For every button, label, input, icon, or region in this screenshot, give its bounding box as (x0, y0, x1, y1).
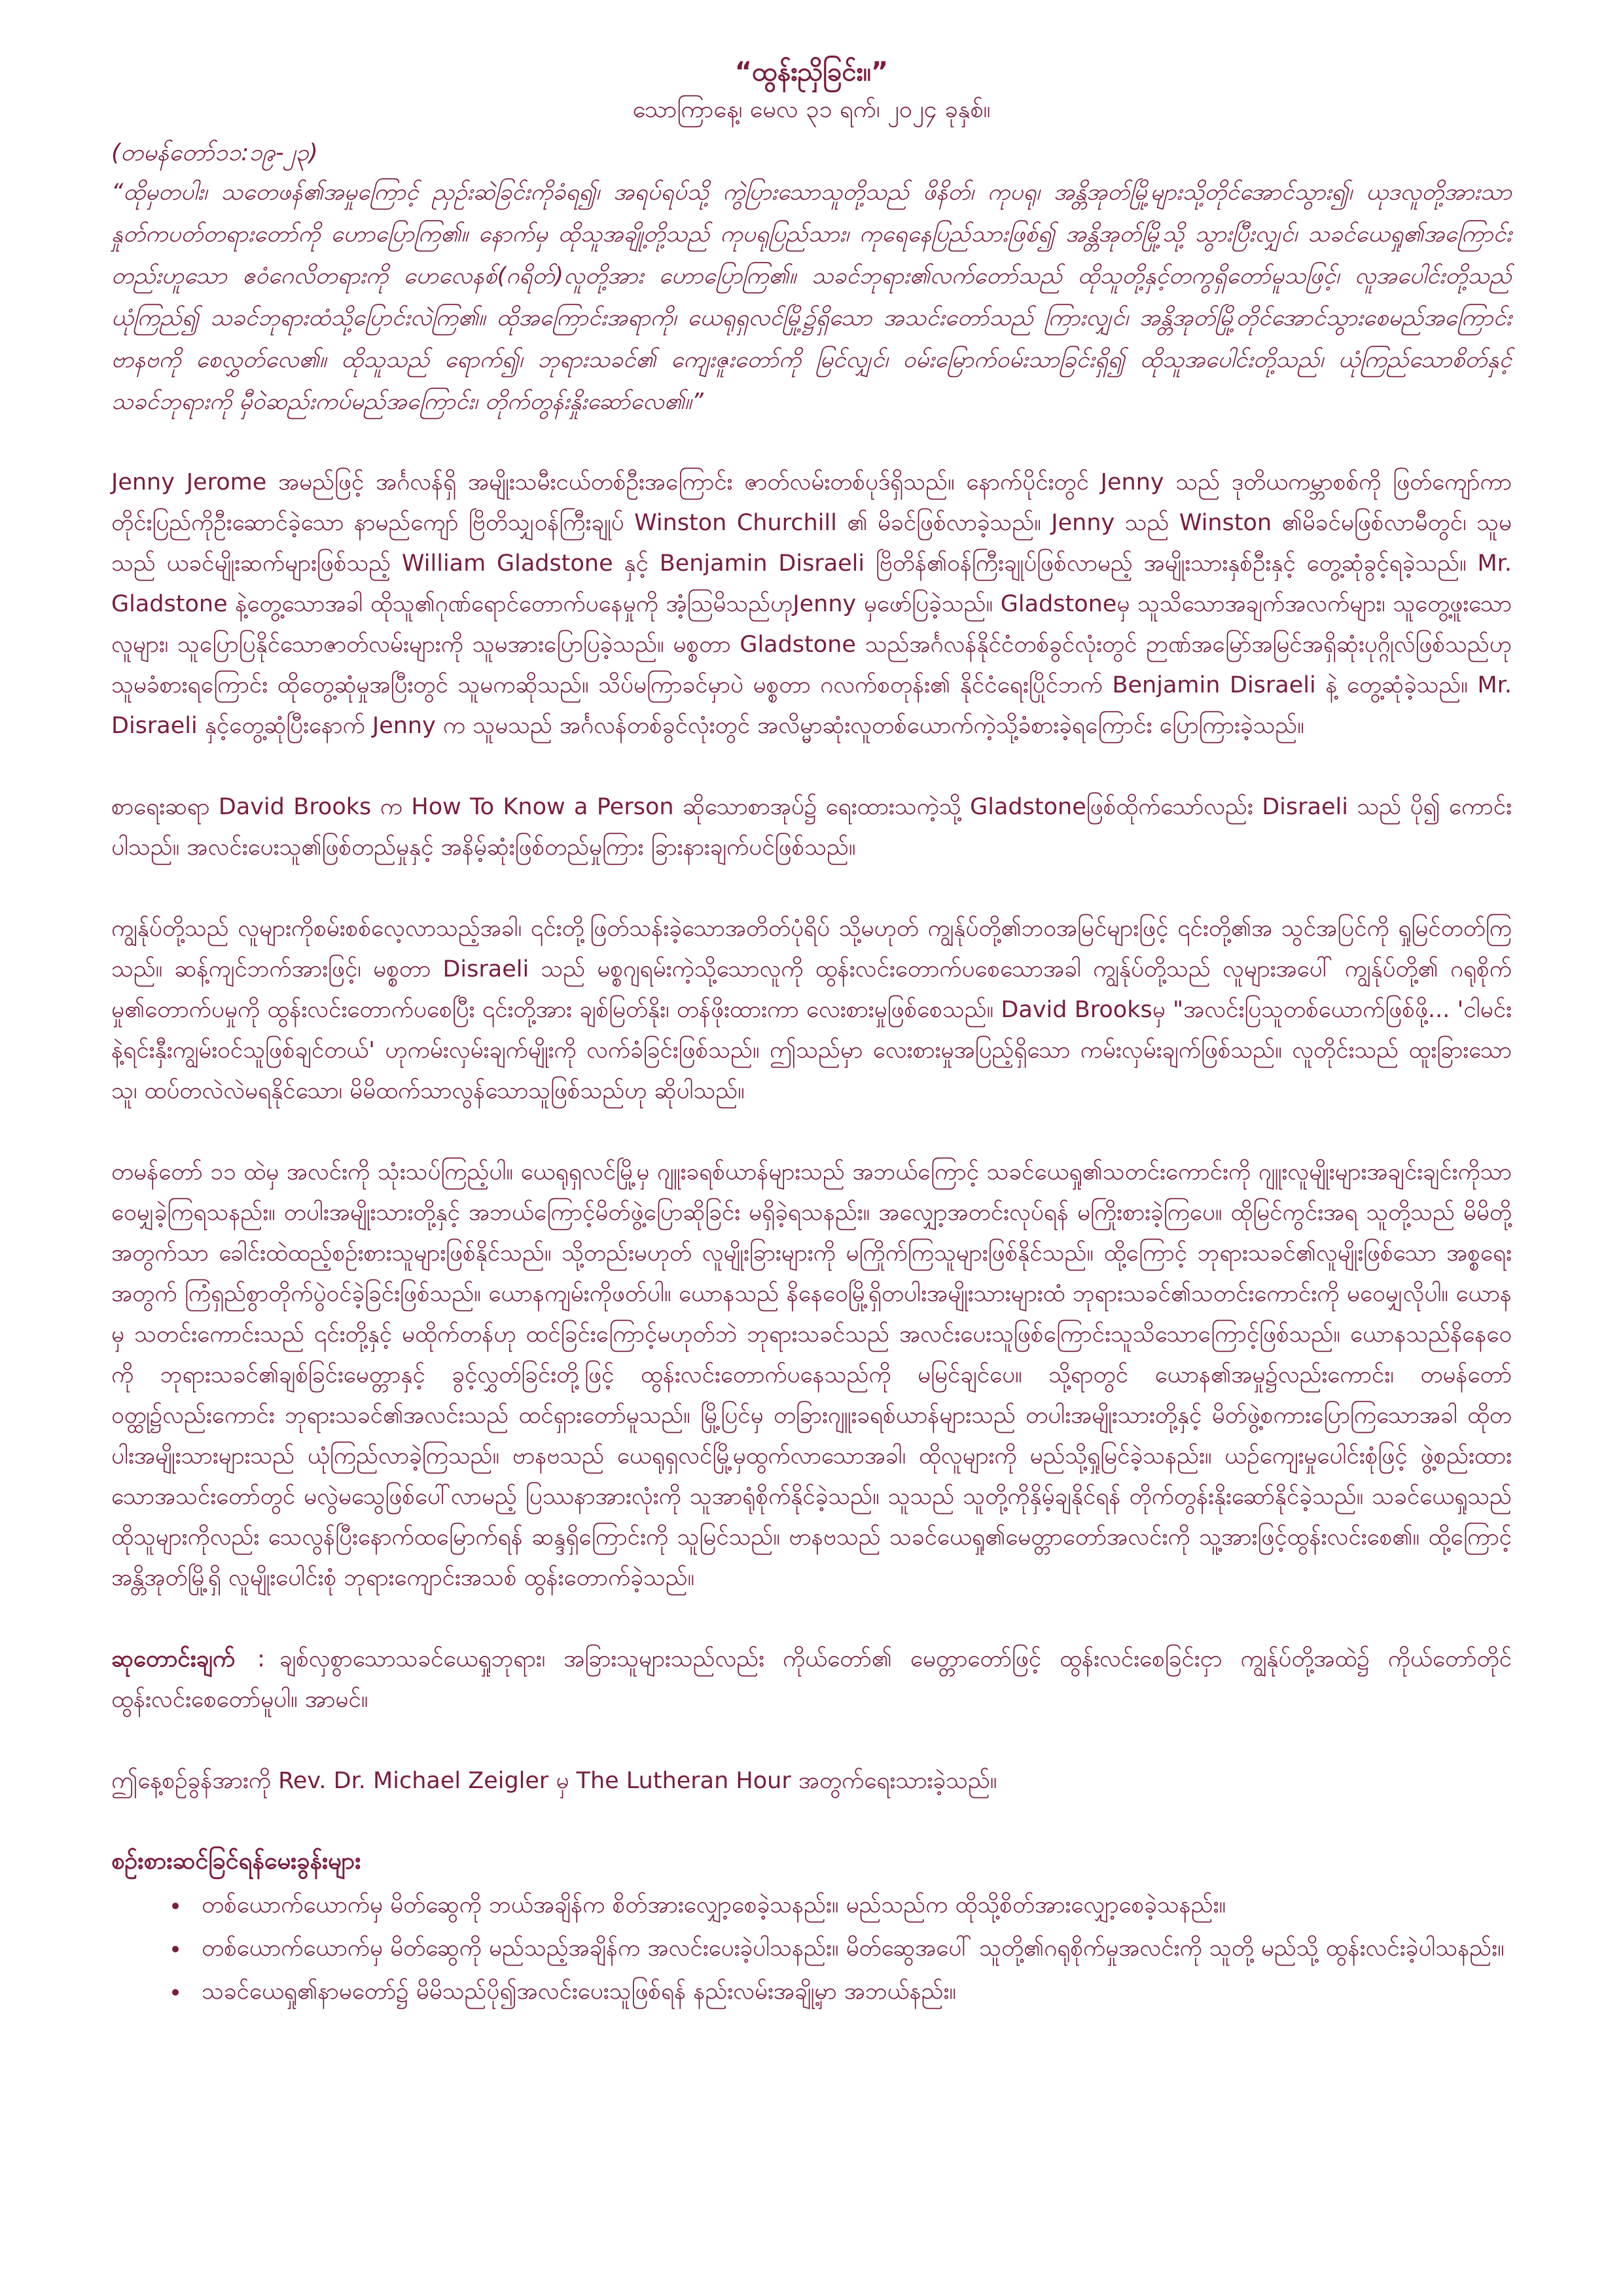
prayer-separator: : (257, 1646, 265, 1672)
reflection-question: • တစ်ယောက်ယောက်မှ မိတ်ဆွေကို ဘယ်အချိန်က စိတ်အားလျှော့စေခဲ့သနည်း။ မည်သည်က ထိုသို့စိတ်အားလျှော့စေခဲ့သနည်း။ (190, 1885, 1512, 1926)
body-paragraph: Jenny Jerome အမည်ဖြင့် အင်္ဂလန်ရှိ အမျိုးသမီးငယ်တစ်ဦးအကြောင်း ဇာတ်လမ်းတစ်ပုဒ်ရှိသည်။ နောက်ပိုင်းတွင် Jenny သည် ဒုတိယကမ္ဘာစစ်ကို ဖြတ်ကျော်ကာ တိုင်းပြည်ကိုဦးဆောင်ခဲ့သော နာမည်ကျော် ဗြိတိသျှဝန်ကြီးချုပ် Winston Churchill ၏ မိခင်ဖြစ်လာခဲ့သည်။ Jenny သည် Winston ၏မိခင်မဖြစ်လာမီတွင်၊ သူမသည် ယခင်မျိုးဆက်များဖြစ်သည့် William Gladstone နှင့် Benjamin Disraeli ဗြိတိန်၏ဝန်ကြီးချုပ်ဖြစ်လာမည့် အမျိုးသားနှစ်ဦးနှင့် တွေ့ဆုံခွင့်ရခဲ့သည်။ Mr. Gladstone နဲ့တွေ့သောအခါ ထိုသူ၏ဂုဏ်ရောင်တောက်ပနေမှုကို အံ့သြမိသည်ဟုJenny မှဖော်ပြခဲ့သည်။ Gladstoneမှ သူသိသောအချက်အလက်များ၊ သူတွေ့ဖူးသောလူများ၊ သူပြောပြနိုင်သောဇာတ်လမ်းများကို သူမအားပြောပြခဲ့သည်။ မစ္စတာ Gladstone သည်အင်္ဂလန်နိုင်ငံတစ်ခွင်လုံးတွင် ဉာဏ်အမြော်အမြင်အရှိဆုံးပုဂ္ဂိုလ်ဖြစ်သည်ဟုသူမခံစားရကြောင်း ထိုတွေ့ဆုံမှုအပြီးတွင် သူမကဆိုသည်။ သိပ်မကြာခင်မှာပဲ မစ္စတာ ဂလက်စတုန်း၏ နိုင်ငံရေးပြိုင်ဘက် Benjamin Disraeli နဲ့ တွေ့ဆုံခဲ့သည်။ Mr. Disraeli နှင့်တွေ့ဆုံပြီးနောက် Jenny က သူမသည် အင်္ဂလန်တစ်ခွင်လုံးတွင် အလိမ္မာဆုံးလူတစ်ယောက်ကဲ့သို့ခံစားခဲ့ရကြောင်း ပြောကြားခဲ့သည်။ (111, 469, 1512, 739)
reflection-title: စဉ်းစားဆင်ခြင်ရန်မေးခွန်းများ (111, 1848, 361, 1874)
date-line: သောကြာနေ့၊ မေလ ၃၁ ရက်၊ ၂၀၂၄ ခုနှစ်။ (632, 96, 991, 123)
page-title: “ထွန်းညှိခြင်း။” (734, 57, 889, 87)
reflection-question: • တစ်ယောက်ယောက်မှ မိတ်ဆွေကို မည်သည့်အချိန်က အလင်းပေးခဲ့ပါသနည်း။ မိတ်ဆွေအပေါ် သူတို့၏ဂရုစိုက်မှုအလင်းကို သူတို့ မည်သို့ ထွန်းလင်းခဲ့ပါသနည်း။ (190, 1928, 1512, 1969)
reflection-question: • သခင်ယေရှု၏နာမတော်၌ မိမိသည်ပို၍အလင်းပေးသူဖြစ်ရန် နည်းလမ်းအချို့မှာ အဘယ်နည်း။ (190, 1971, 1512, 2012)
body-paragraph: စာရေးဆရာ David Brooks က How To Know a Person ဆိုသောစာအုပ်၌ ရေးထားသကဲ့သို့ Gladstoneဖြစ်ထိုက်သော်လည်း Disraeli သည် ပို၍ ကောင်းပါသည်။ အလင်းပေးသူ၏ဖြစ်တည်မှုနှင့် အနိမ့်ဆုံးဖြစ်တည်မှုကြား ခြားနားချက်ပင်ဖြစ်သည်။ (111, 794, 1512, 861)
prayer-label: ဆုတောင်းချက် (111, 1646, 236, 1672)
prayer-paragraph (111, 1639, 1512, 1720)
prayer-text: ချစ်လှစွာသောသခင်ယေရှုဘုရား၊ အခြားသူများသည်လည်း ကိုယ်တော်၏ မေတ္တာတော်ဖြင့် ထွန်းလင်းစေခြင်းငှာ ကျွန်ုပ်တို့အထဲ၌ ကိုယ်တော်တိုင်ထွန်းလင်းစေတော်မူပါ။ အာမင်။ (111, 1646, 1512, 1713)
scripture-reference: (တမန်တော်၁၁:၁၉-၂၃) (111, 139, 318, 166)
body-paragraph: ကျွန်ုပ်တို့သည် လူများကိုစမ်းစစ်လေ့လာသည့်အခါ၊ ၎င်းတို့ဖြတ်သန်းခဲ့သောအတိတ်ပုံရိပ် သို့မဟုတ် ကျွန်ုပ်တို့၏ဘဝအမြင်များဖြင့် ၎င်းတို့၏အ သွင်အပြင်ကို ရှုမြင်တတ်ကြသည်။ ဆန့်ကျင်ဘက်အားဖြင့်၊ မစ္စတာ Disraeli သည် မစ္စဂျရမ်းကဲ့သို့သောလူကို ထွန်းလင်းတောက်ပစေသောအခါ ကျွန်ုပ်တို့သည် လူများအပေါ် ကျွန်ုပ်တို့၏ ဂရုစိုက်မှု၏တောက်ပမှုကို ထွန်းလင်းတောက်ပစေပြီး ၎င်းတို့အား ချစ်မြတ်နိုး၊ တန်ဖိုးထားကာ လေးစားမှုဖြစ်စေသည်။ David Brooksမှ "အလင်းပြသူတစ်ယောက်ဖြစ်ဖို့... 'ငါမင်းနဲ့ရင်းနှီးကျွမ်းဝင်သူဖြစ်ချင်တယ်' ဟုကမ်းလှမ်းချက်မျိုးကို လက်ခံခြင်းဖြစ်သည်။ ဤသည်မှာ လေးစားမှုအပြည့်ရှိသော ကမ်းလှမ်းချက်ဖြစ်သည်။ လူတိုင်းသည် ထူးခြားသောသူ၊ ထပ်တလဲလဲမရနိုင်သော၊ မိမိထက်သာလွန်သောသူဖြစ်သည်ဟု ဆိုပါသည်။ (111, 916, 1512, 1104)
scripture-quote: “ထိုမှတပါး၊ သတေဖန်၏အမှုကြောင့် ညှဉ်းဆဲခြင်းကိုခံရ၍၊ အရပ်ရပ်သို့ ကွဲပြားသောသူတို့သည် ဖိနိတ်၊ ကုပရု၊ အန္တိအုတ်မြို့များသို့တိုင်အောင်သွား၍၊ ယုဒလူတို့အားသာ နှုတ်ကပတ်တရားတော်ကို ဟောပြောကြ၏။ နောက်မှ ထိုသူအချို့တို့သည် ကုပရုပြည်သား၊ ကုရေနေပြည်သားဖြစ်၍ အန္တိအုတ်မြို့သို့ သွားပြီးလျှင်၊ သခင်ယေရှု၏အကြောင်းတည်းဟူသော ဧဝံဂေလိတရားကို ဟေလေနစ်(ဂရိတ်)လူတို့အား ဟောပြောကြ၏။ သခင်ဘုရား၏လက်တော်သည် ထိုသူတို့နှင့်တကွရှိတော်မူသဖြင့်၊ လူအပေါင်းတို့သည်ယုံကြည်၍ သခင်ဘုရားထံသို့ပြောင်းလဲကြ၏။ ထိုအကြောင်းအရာကို၊ ယေရုရှလင်မြို့၌ရှိသော အသင်းတော်သည် ကြားလျှင်၊ အန္တိအုတ်မြို့တိုင်အောင်သွားစေမည်အကြောင်း ဗာနဗကို စေလွှတ်လေ၏။ ထိုသူသည် ရောက်၍၊ ဘုရားသခင်၏ ကျေးဇူးတော်ကို မြင်လျှင်၊ ဝမ်းမြောက်ဝမ်းသာခြင်းရှိ၍ ထိုသူအပေါင်းတို့သည်၊ ယုံကြည်သောစိတ်နှင့် သခင်ဘုရားကို မှီဝဲဆည်းကပ်မည်အကြောင်း၊ တိုက်တွန်းနှိုးဆော်လေ၏။” (111, 179, 1512, 415)
body-paragraph: တမန်တော် ၁၁ ထဲမှ အလင်းကို သုံးသပ်ကြည့်ပါ။ ယေရုရှလင်မြို့မှ ဂျူးခရစ်ယာန်များသည် အဘယ်ကြောင့် သခင်ယေရှု၏သတင်းကောင်းကို ဂျူးလူမျိုးများအချင်းချင်းကိုသာ ဝေမျှခဲ့ကြရသနည်း။ တပါးအမျိုးသားတို့နှင့် အဘယ်ကြောင့်မိတ်ဖွဲ့ပြောဆိုခြင်း မရှိခဲ့ရသနည်း။ အလျှော့အတင်းလုပ်ရန် မကြိုးစားခဲ့ကြပေ။ ထိုမြင်ကွင်းအရ သူတို့သည် မိမိတို့အတွက်သာ ခေါင်းထဲထည့်စဉ်းစားသူများဖြစ်နိုင်သည်။ သို့တည်းမဟုတ် လူမျိုးခြားများကို မကြိုက်ကြသူများဖြစ်နိုင်သည်။ ထို့ကြောင့် ဘုရားသခင်၏လူမျိုးဖြစ်သော အစ္စရေးအတွက် ကြံရှည်စွာတိုက်ပွဲဝင်ခဲ့ခြင်းဖြစ်သည်။ ယောနကျမ်းကိုဖတ်ပါ။ ယောနသည် နိနေဝေမြို့ရှိတပါးအမျိုးသားများထံ ဘုရားသခင်၏သတင်းကောင်းကို မဝေမျှလိုပါ။ ယောနမှ သတင်းကောင်းသည် ၎င်းတို့နှင့် မထိုက်တန်ဟု ထင်ခြင်းကြောင့်မဟုတ်ဘဲ ဘုရားသခင်သည် အလင်းပေးသူဖြစ်ကြောင်းသူသိသောကြောင့်ဖြစ်သည်။ ယောနသည်နိနေဝေကို ဘုရားသခင်၏ချစ်ခြင်းမေတ္တာနှင့် ခွင့်လွှတ်ခြင်းတို့ဖြင့် ထွန်းလင်းတောက်ပနေသည်ကို မမြင်ချင်ပေ။ သို့ရာတွင် ယောန၏အမှု၌လည်းကောင်း၊ တမန်တော်ဝတ္ထု၌လည်းကောင်း ဘုရားသခင်၏အလင်းသည် ထင်ရှားတော်မူသည်။ မြို့ပြင်မှ တခြားဂျူးခရစ်ယာန်များသည် တပါးအမျိုးသားတို့နှင့် မိတ်ဖွဲ့စကားပြောကြသောအခါ ထိုတပါးအမျိုးသားများသည် ယုံကြည်လာခဲ့ကြသည်။ ဗာနဗသည် ယေရုရှလင်မြို့မှထွက်လာသောအခါ၊ ထိုလူများကို မည်သို့ရှုမြင်ခဲ့သနည်း။ ယဉ်ကျေးမှုပေါင်းစုံဖြင့် ဖွဲ့စည်းထားသောအသင်းတော်တွင် မလွဲမသွေဖြစ်ပေါ်လာမည့် ပြဿနာအားလုံးကို သူအာရုံစိုက်နိုင်ခဲ့သည်။ သူသည် သူတို့ကိုနှိမ့်ချနိုင်ရန် တိုက်တွန်းနိုးဆော်နိုင်ခဲ့သည်။ သခင်ယေရှုသည် ထိုသူများကိုလည်း သေလွန်ပြီးနောက်ထမြောက်ရန် ဆန္ဒရှိကြောင်းကို သူမြင်သည်။ ဗာနဗသည် သခင်ယေရှု၏မေတ္တာတော်အလင်းကို သူ့အားဖြင့်ထွန်းလင်းစေ၏။ ထို့ကြောင့်အန္တိအုတ်မြို့ရှိ လူမျိုးပေါင်းစုံ ဘုရားကျောင်းအသစ် ထွန်းတောက်ခဲ့သည်။ (111, 1159, 1512, 1591)
reflection-question-list (111, 1885, 1512, 2012)
author-credit: ဤနေ့စဉ်ခွန်အားကို Rev. Dr. Michael Zeigler မှ The Lutheran Hour အတွက်ရေးသားခဲ့သည်။ (111, 1768, 997, 1794)
